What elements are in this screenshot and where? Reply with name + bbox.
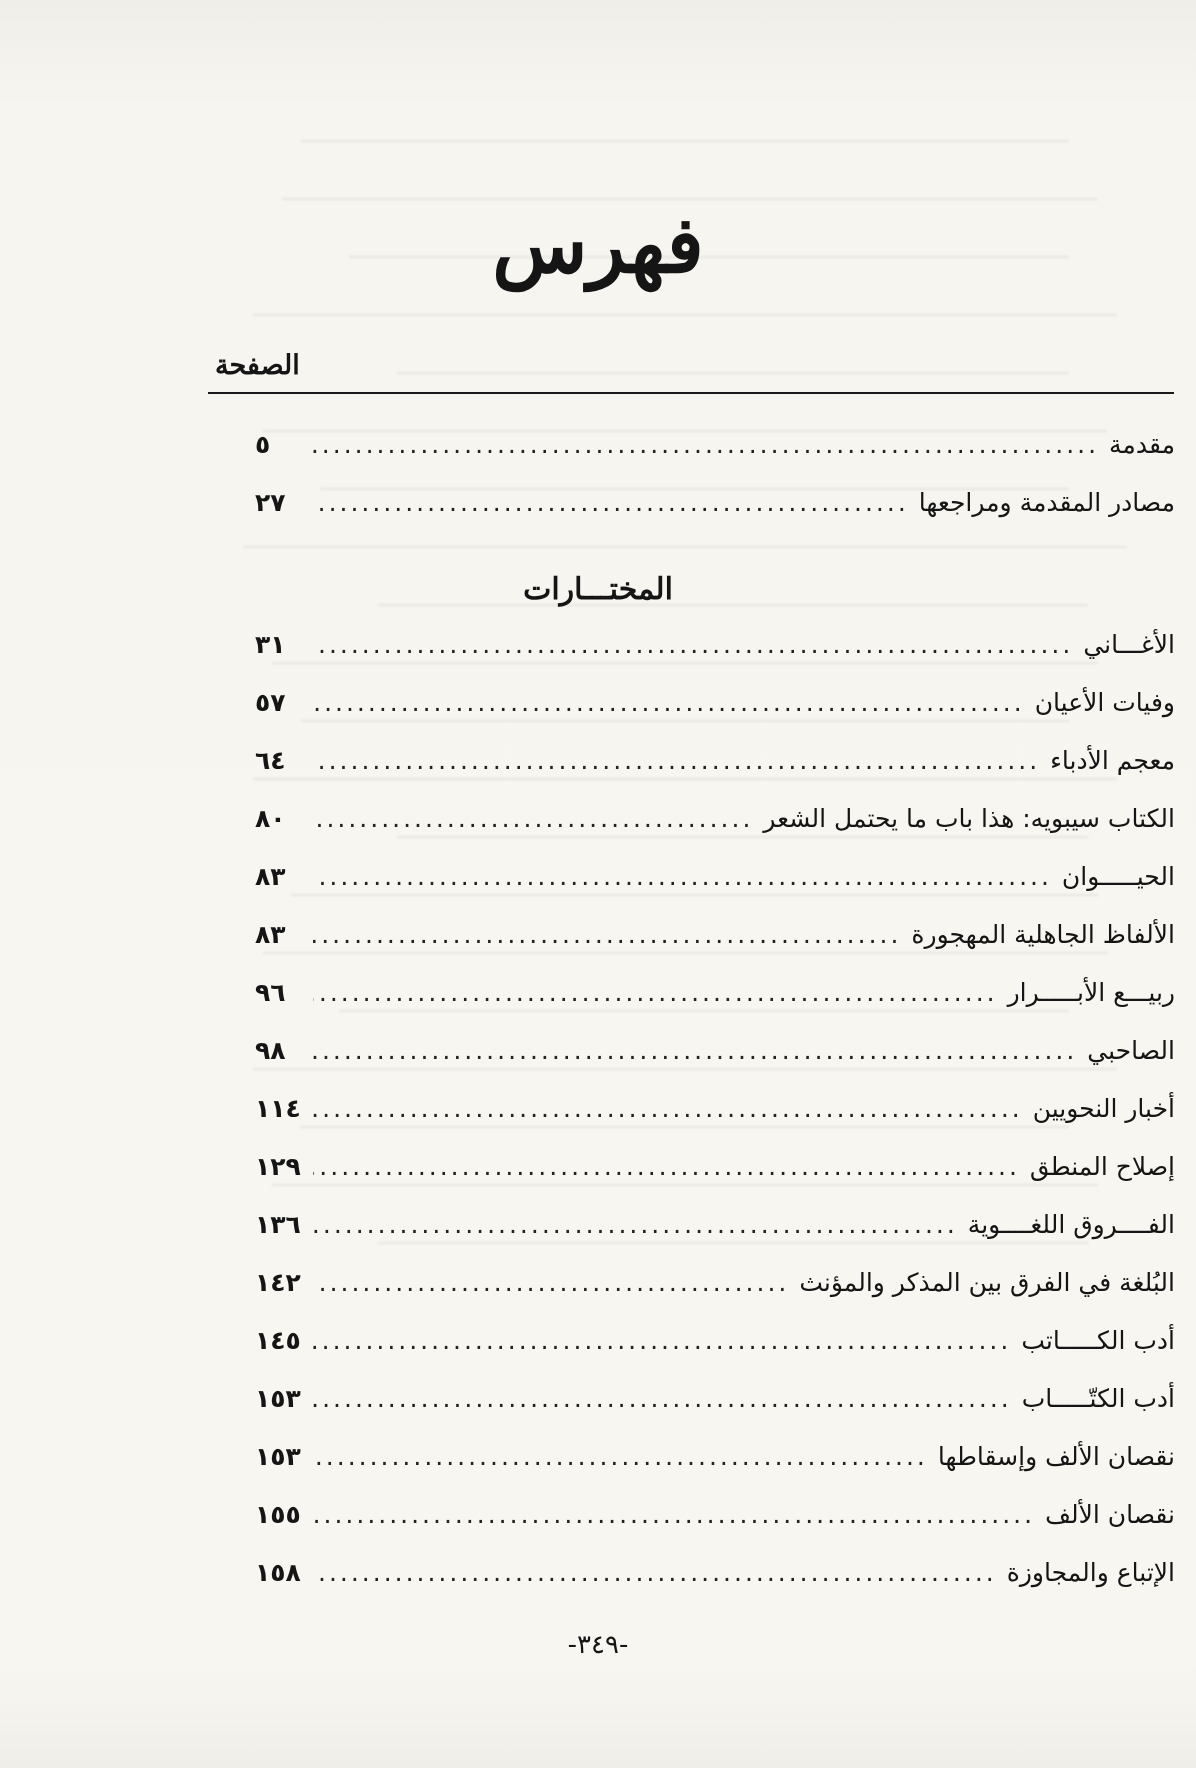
toc-entry-title: الحيـــــوان — [1061, 862, 1175, 891]
toc-entry[interactable] — [255, 1326, 1175, 1384]
toc-entry-page: ١٤٥ — [255, 1326, 301, 1355]
toc-entry-page: ٥ — [255, 430, 271, 459]
toc-entry-page: ١١٤ — [255, 1094, 301, 1123]
toc-entry[interactable] — [255, 978, 1175, 1036]
toc-entry[interactable] — [255, 430, 1175, 488]
toc-entry-page: ٨٣ — [255, 862, 286, 891]
dot-leader — [313, 920, 901, 949]
dot-leader — [313, 688, 1025, 717]
dot-leader — [313, 804, 753, 833]
toc-entry-page: ٨٣ — [255, 920, 286, 949]
toc-entry-title: الإتباع والمجاوزة — [1006, 1558, 1175, 1587]
toc-entry-title: مصادر المقدمة ومراجعها — [918, 488, 1175, 517]
toc-entry-title: أدب الكتّـــــاب — [1021, 1384, 1175, 1413]
toc-entry[interactable] — [255, 1210, 1175, 1268]
toc-entry-page: ٩٨ — [255, 1036, 286, 1065]
page-column-label: الصفحة — [215, 350, 300, 381]
toc-entry[interactable] — [255, 630, 1175, 688]
dot-leader — [313, 430, 1099, 459]
dot-leader — [313, 1094, 1023, 1123]
dot-leader — [313, 488, 909, 517]
toc-entry-title: الكتاب سيبويه: هذا باب ما يحتمل الشعر — [763, 804, 1175, 833]
toc-entry-title: الفــــروق اللغــــوية — [967, 1210, 1175, 1239]
toc-entry-page: ٢٧ — [255, 488, 286, 517]
toc-entry-page: ٣١ — [255, 630, 286, 659]
section-title: المختـــارات — [523, 572, 673, 607]
page-number: -٣٤٩- — [567, 1630, 629, 1660]
intro-list — [255, 430, 1175, 546]
dot-leader — [313, 862, 1052, 891]
toc-entry-title: وفيات الأعيان — [1034, 688, 1175, 717]
index-heading: فهرس — [492, 200, 704, 291]
toc-entry-title: مقدمة — [1109, 430, 1175, 459]
toc-entry[interactable] — [255, 488, 1175, 546]
toc-entry-title: البُلغة في الفرق بين المذكر والمؤنث — [799, 1268, 1175, 1297]
dot-leader — [313, 978, 998, 1007]
toc-entry[interactable] — [255, 862, 1175, 920]
toc-entry-page: ١٤٢ — [255, 1268, 301, 1297]
toc-entry[interactable] — [255, 688, 1175, 746]
dot-leader — [313, 1442, 928, 1471]
toc-entry[interactable] — [255, 1094, 1175, 1152]
dot-leader — [313, 1326, 1011, 1355]
dot-leader — [313, 1558, 997, 1587]
toc-entry-title: الألفاظ الجاهلية المهجورة — [911, 920, 1175, 949]
toc-entry-title: أدب الكـــــاتب — [1021, 1326, 1175, 1355]
toc-entry-page: ٦٤ — [255, 746, 286, 775]
dot-leader — [313, 1500, 1035, 1529]
toc-entry-title: أخبار النحويين — [1032, 1094, 1175, 1123]
toc-entry-page: ١٢٩ — [255, 1152, 301, 1181]
toc-entry-title: إصلاح المنطق — [1029, 1152, 1175, 1181]
toc-entry-page: ١٥٣ — [255, 1384, 301, 1413]
toc-entry-page: ٩٦ — [255, 978, 286, 1007]
dot-leader — [313, 1036, 1077, 1065]
toc-entry-page: ١٥٣ — [255, 1442, 301, 1471]
toc-entry[interactable] — [255, 1384, 1175, 1442]
toc-entry[interactable] — [255, 920, 1175, 978]
toc-entry-title: ربيـــع الأبـــــرار — [1007, 978, 1175, 1007]
dot-leader — [313, 1210, 958, 1239]
toc-entry-title: معجم الأدباء — [1050, 746, 1175, 775]
toc-entry-title: نقصان الألف وإسقاطها — [937, 1442, 1175, 1471]
header-rule — [208, 392, 1174, 394]
dot-leader — [313, 1268, 789, 1297]
selections-list — [255, 630, 1175, 1616]
dot-leader — [313, 1384, 1012, 1413]
toc-entry-page: ١٣٦ — [255, 1210, 301, 1239]
toc-entry-title: الأغـــاني — [1083, 630, 1175, 659]
toc-entry[interactable] — [255, 804, 1175, 862]
toc-entry[interactable] — [255, 1036, 1175, 1094]
toc-entry[interactable] — [255, 1558, 1175, 1616]
dot-leader — [313, 1152, 1020, 1181]
toc-entry-page: ٨٠ — [255, 804, 286, 833]
toc-entry-page: ١٥٥ — [255, 1500, 301, 1529]
toc-entry[interactable] — [255, 1442, 1175, 1500]
toc-entry-page: ٥٧ — [255, 688, 286, 717]
toc-entry-title: نقصان الألف — [1045, 1500, 1175, 1529]
toc-entry-title: الصاحبي — [1087, 1036, 1175, 1065]
toc-entry[interactable] — [255, 1268, 1175, 1326]
toc-entry[interactable] — [255, 746, 1175, 804]
toc-entry[interactable] — [255, 1152, 1175, 1210]
toc-entry[interactable] — [255, 1500, 1175, 1558]
dot-leader — [313, 746, 1040, 775]
toc-entry-page: ١٥٨ — [255, 1558, 301, 1587]
dot-leader — [313, 630, 1073, 659]
